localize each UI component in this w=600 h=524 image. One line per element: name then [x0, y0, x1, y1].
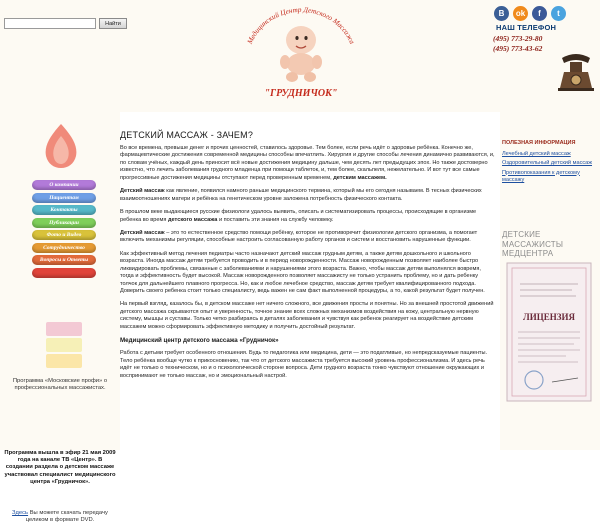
download-note: [4, 510, 116, 524]
useful-info-links: [502, 151, 600, 184]
logo-name: "ГРУДНИЧОК": [264, 88, 338, 99]
baby-icon: [280, 26, 322, 82]
phone-number-2[interactable]: (495) 773-43-62: [493, 44, 543, 53]
twitter-icon[interactable]: t: [551, 6, 566, 21]
menu-item-publications[interactable]: Публикации: [32, 218, 96, 228]
facebook-icon[interactable]: f: [532, 6, 547, 21]
social-links: [494, 6, 566, 21]
candle-stand: [46, 322, 82, 368]
menu-item-cooperation[interactable]: Сотрудничество: [32, 243, 96, 253]
paragraph-6: На первый взгляд, казалось бы, в детском массаже нет ничего сложного, все движения просты и понятны. Но за внешней простотой движений детского массажа скрываются опыт и уверенность, точное знание всех сложных механизмов воздействия на кожу, центральную нервную систему, мышцы и суставы. Только четко разбираясь в деталях заболевания и чувствуя как ребенок реагирует на воздействие детским массажем можно сформировать эффективную методику и получить достойный результат.: [120, 301, 494, 330]
download-note-text: Вы можете скачать передачу целиком в формате DVD.: [25, 510, 108, 524]
main-content: [120, 112, 495, 450]
link-therapeutic-massage[interactable]: Лечебный детский массаж: [502, 151, 571, 157]
right-sidebar: [500, 112, 600, 450]
paragraph-7: Работа с детьми требует особенного отношения. Будь то педагогика или медицина, дети — это податливые, но непредсказуемые пациенты. Тело ребёнка вообще чутко к прикосновению, так что от детского массажиста требуется высокий уровень профессионализма. И здесь речь идёт не только о техническом, но и о психологической стороне вопроса. Дети грудного возраста тонко чувствуют отношение окружающих и воспринимают не только массаж, но и эмоциональный настрой.: [120, 350, 488, 379]
menu-item-about[interactable]: О компании: [32, 180, 96, 190]
left-sidebar: [0, 112, 120, 524]
license-label: ЛИЦЕНЗИЯ: [523, 312, 575, 322]
link-wellness-massage[interactable]: Оздоровительный детский массаж: [502, 160, 593, 167]
menu-item-patients[interactable]: Пациентам: [32, 193, 96, 203]
useful-info-title: ПОЛЕЗНАЯ ИНФОРМАЦИЯ: [502, 140, 576, 146]
phone-number-1[interactable]: (495) 773-29-80: [493, 34, 543, 43]
odnoklassniki-icon[interactable]: ok: [513, 6, 528, 21]
search-form: [4, 18, 127, 29]
flame-icon: [42, 122, 80, 170]
license-document[interactable]: [506, 262, 592, 402]
link-contraindications[interactable]: Противопоказания к детскому массажу: [502, 169, 580, 183]
logo-arc-text: Медицинский Центр Детского Массажа: [245, 5, 357, 46]
paragraph-4: Детский массаж – это то естественное средство помощи ребёнку, которое не противоречит физиологии детского организма, а помогает включить механизмы регуляции, способные настроить согласованную работу органов и систем и восстановить нарушенные функции.: [120, 229, 478, 244]
vk-icon[interactable]: В: [494, 6, 509, 21]
main-menu: [32, 180, 96, 280]
paragraph-1: Во все времена, превыше денег и прочих ценностей, ставилось здоровье. Тем более, если речь идёт о здоровье ребёнка. Конечно же, фармацевтические достижения современной медицины способны впечатлить. Хирургия и другие способы лечения динамично развиваются, и, по словам учёных, каждый день приносит всё новые достижения медицину дальше, чем десять лет предыдущих эпох. Но также достоверно известно, что лечить заболевания грудного младенца при помощи таблеток, и, тем более, скальпеля, нежелательно. И вот тут все самые прогрессивные достижения медицины отступают перед проверенным временем, детским массажем.: [120, 145, 495, 181]
section-heading: Медицинский центр детского массажа «Грудничок»: [120, 337, 279, 345]
search-input[interactable]: [4, 18, 96, 29]
menu-item-photo-video[interactable]: Фото и Видео: [32, 230, 96, 240]
menu-item-faq[interactable]: Вопросы и Ответы: [32, 255, 96, 265]
logo[interactable]: [230, 0, 372, 108]
tv-program-description: Программа вышла в эфир 21 мая 2009 года на канале ТВ «Центр». В создании раздела о детском массаже участвовал специалист медицинского центра «Грудничок».: [4, 450, 116, 485]
tv-program-promo: Программа «Московские профи» о профессиональных массажистах.: [12, 378, 108, 392]
header: [0, 0, 600, 112]
paragraph-3: В прошлом веке выдающиеся русские физиологи удалось выявить, описать и систематизировать процессы, происходящие в организме ребенка во время детского массажа и поставить эти знания на службу человеку.: [120, 209, 477, 223]
phone-title: НАШ ТЕЛЕФОН: [496, 23, 557, 32]
menu-item-extra[interactable]: [32, 268, 96, 278]
page-title: ДЕТСКИЙ МАССАЖ - ЗАЧЕМ?: [120, 130, 254, 140]
telephone-icon: [556, 48, 596, 92]
download-link[interactable]: Здесь: [12, 510, 29, 516]
paragraph-2: Детский массаж как явление, появился намного раньше медицинского термина, который мы его сегодня называем. В тесных физических взаимоотношениях матери и ребёнка на генетическом уровне заложена потребность физического контакта.: [120, 188, 482, 202]
search-button[interactable]: Найти: [99, 18, 127, 29]
masseurs-heading: ДЕТСКИЕ МАССАЖИСТЫ МЕДЦЕНТРА: [502, 230, 564, 259]
paragraph-5: Как эффективный метод лечения педиатры часто назначают детский массаж грудным детям, а также детям дошкольного и школьного возраста. Иногда массаж детям требуется проводить и в период новорожденности. Массаж новорожденным позволяет наиболее быстро ликвидировать проблемы, связанные с заболеваниями и нарушениями этого возраста. Важно, чтобы массаж детям выполнялся вовремя, тогда и эффективность будет высокой. Массаж новорожденного позволяет массажисту не только устранить проблему, но и дать ребенку толчок для дальнейшего плавного прогресса. Но, как и любое лечебное средство, массаж детям требует квалифицированного подхода. Доверить своего ребенка стоит только специалисту, ведь важен не сам факт выполненной процедуры, а то, какой результат будет получен.: [120, 250, 485, 294]
menu-item-contacts[interactable]: Контакты: [32, 205, 96, 215]
